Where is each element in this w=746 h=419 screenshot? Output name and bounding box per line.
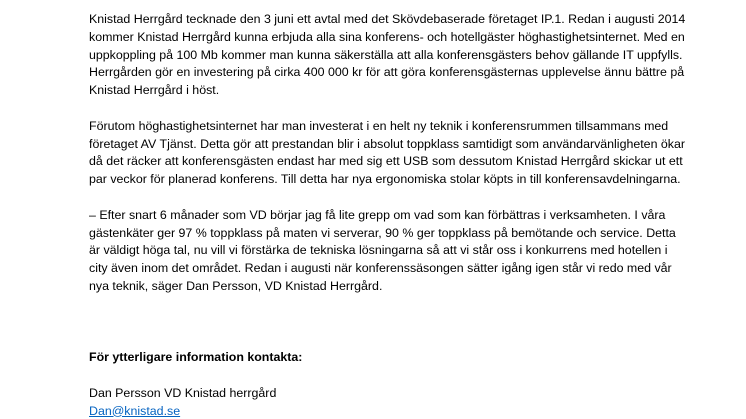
paragraph-agreement: Knistad Herrgård tecknade den 3 juni ett avtal med det Skövdebaserade företaget IP.1. Redan i augusti 2014 kommer Knistad Herrgård kunna erbjuda alla sina konferens- och hotellgäster höghastighetsinternet. Med en uppkoppling på 100 Mb kommer man kunna säkerställa att alla konferensgästers behov gällande IT uppfylls. Herrgården gör en investering på cirka 400 000 kr för att göra konferensgästernas upplevelse ännu bättre på Knistad Herrgård i höst. [89, 12, 686, 98]
contact-name: Dan Persson VD Knistad herrgård [89, 385, 277, 400]
contact-heading: För ytterligare information kontakta: [89, 350, 303, 365]
contact-email-link[interactable]: Dan@knistad.se [89, 403, 181, 418]
document-page [89, 11, 689, 419]
paragraph-technology: Förutom höghastighetsinternet har man investerat i en helt ny teknik i konferensrummen tillsammans med företaget AV Tjänst. Detta gör att prestandan blir i absolut toppklass samtidigt som användarvänligheten ökar då det räcker att konferensgästen endast har med sig ett USB som dessutom Knistad Herrgård skickar ut ett par veckor för planerad konferens. Till detta har nya ergonomiska stolar köpts in till konferensavdelningarna. [89, 118, 686, 187]
paragraph-ceo-quote: – Efter snart 6 månader som VD börjar jag få lite grepp om vad som kan förbättras i verksamheten. I våra gästenkäter ger 97 % toppklass på maten vi serverar, 90 % ger toppklass på bemötande och service. Detta är väldigt höga tal, nu vill vi förstärka de tekniska lösningarna så att vi står oss i konkurrens med hotellen i city även inom det området. Redan i augusti när konferenssäsongen sätter igång igen står vi redo med vår nya teknik, säger Dan Persson, VD Knistad Herrgård. [89, 207, 676, 293]
contact-email-line [89, 403, 689, 419]
section-spacer [89, 314, 689, 350]
